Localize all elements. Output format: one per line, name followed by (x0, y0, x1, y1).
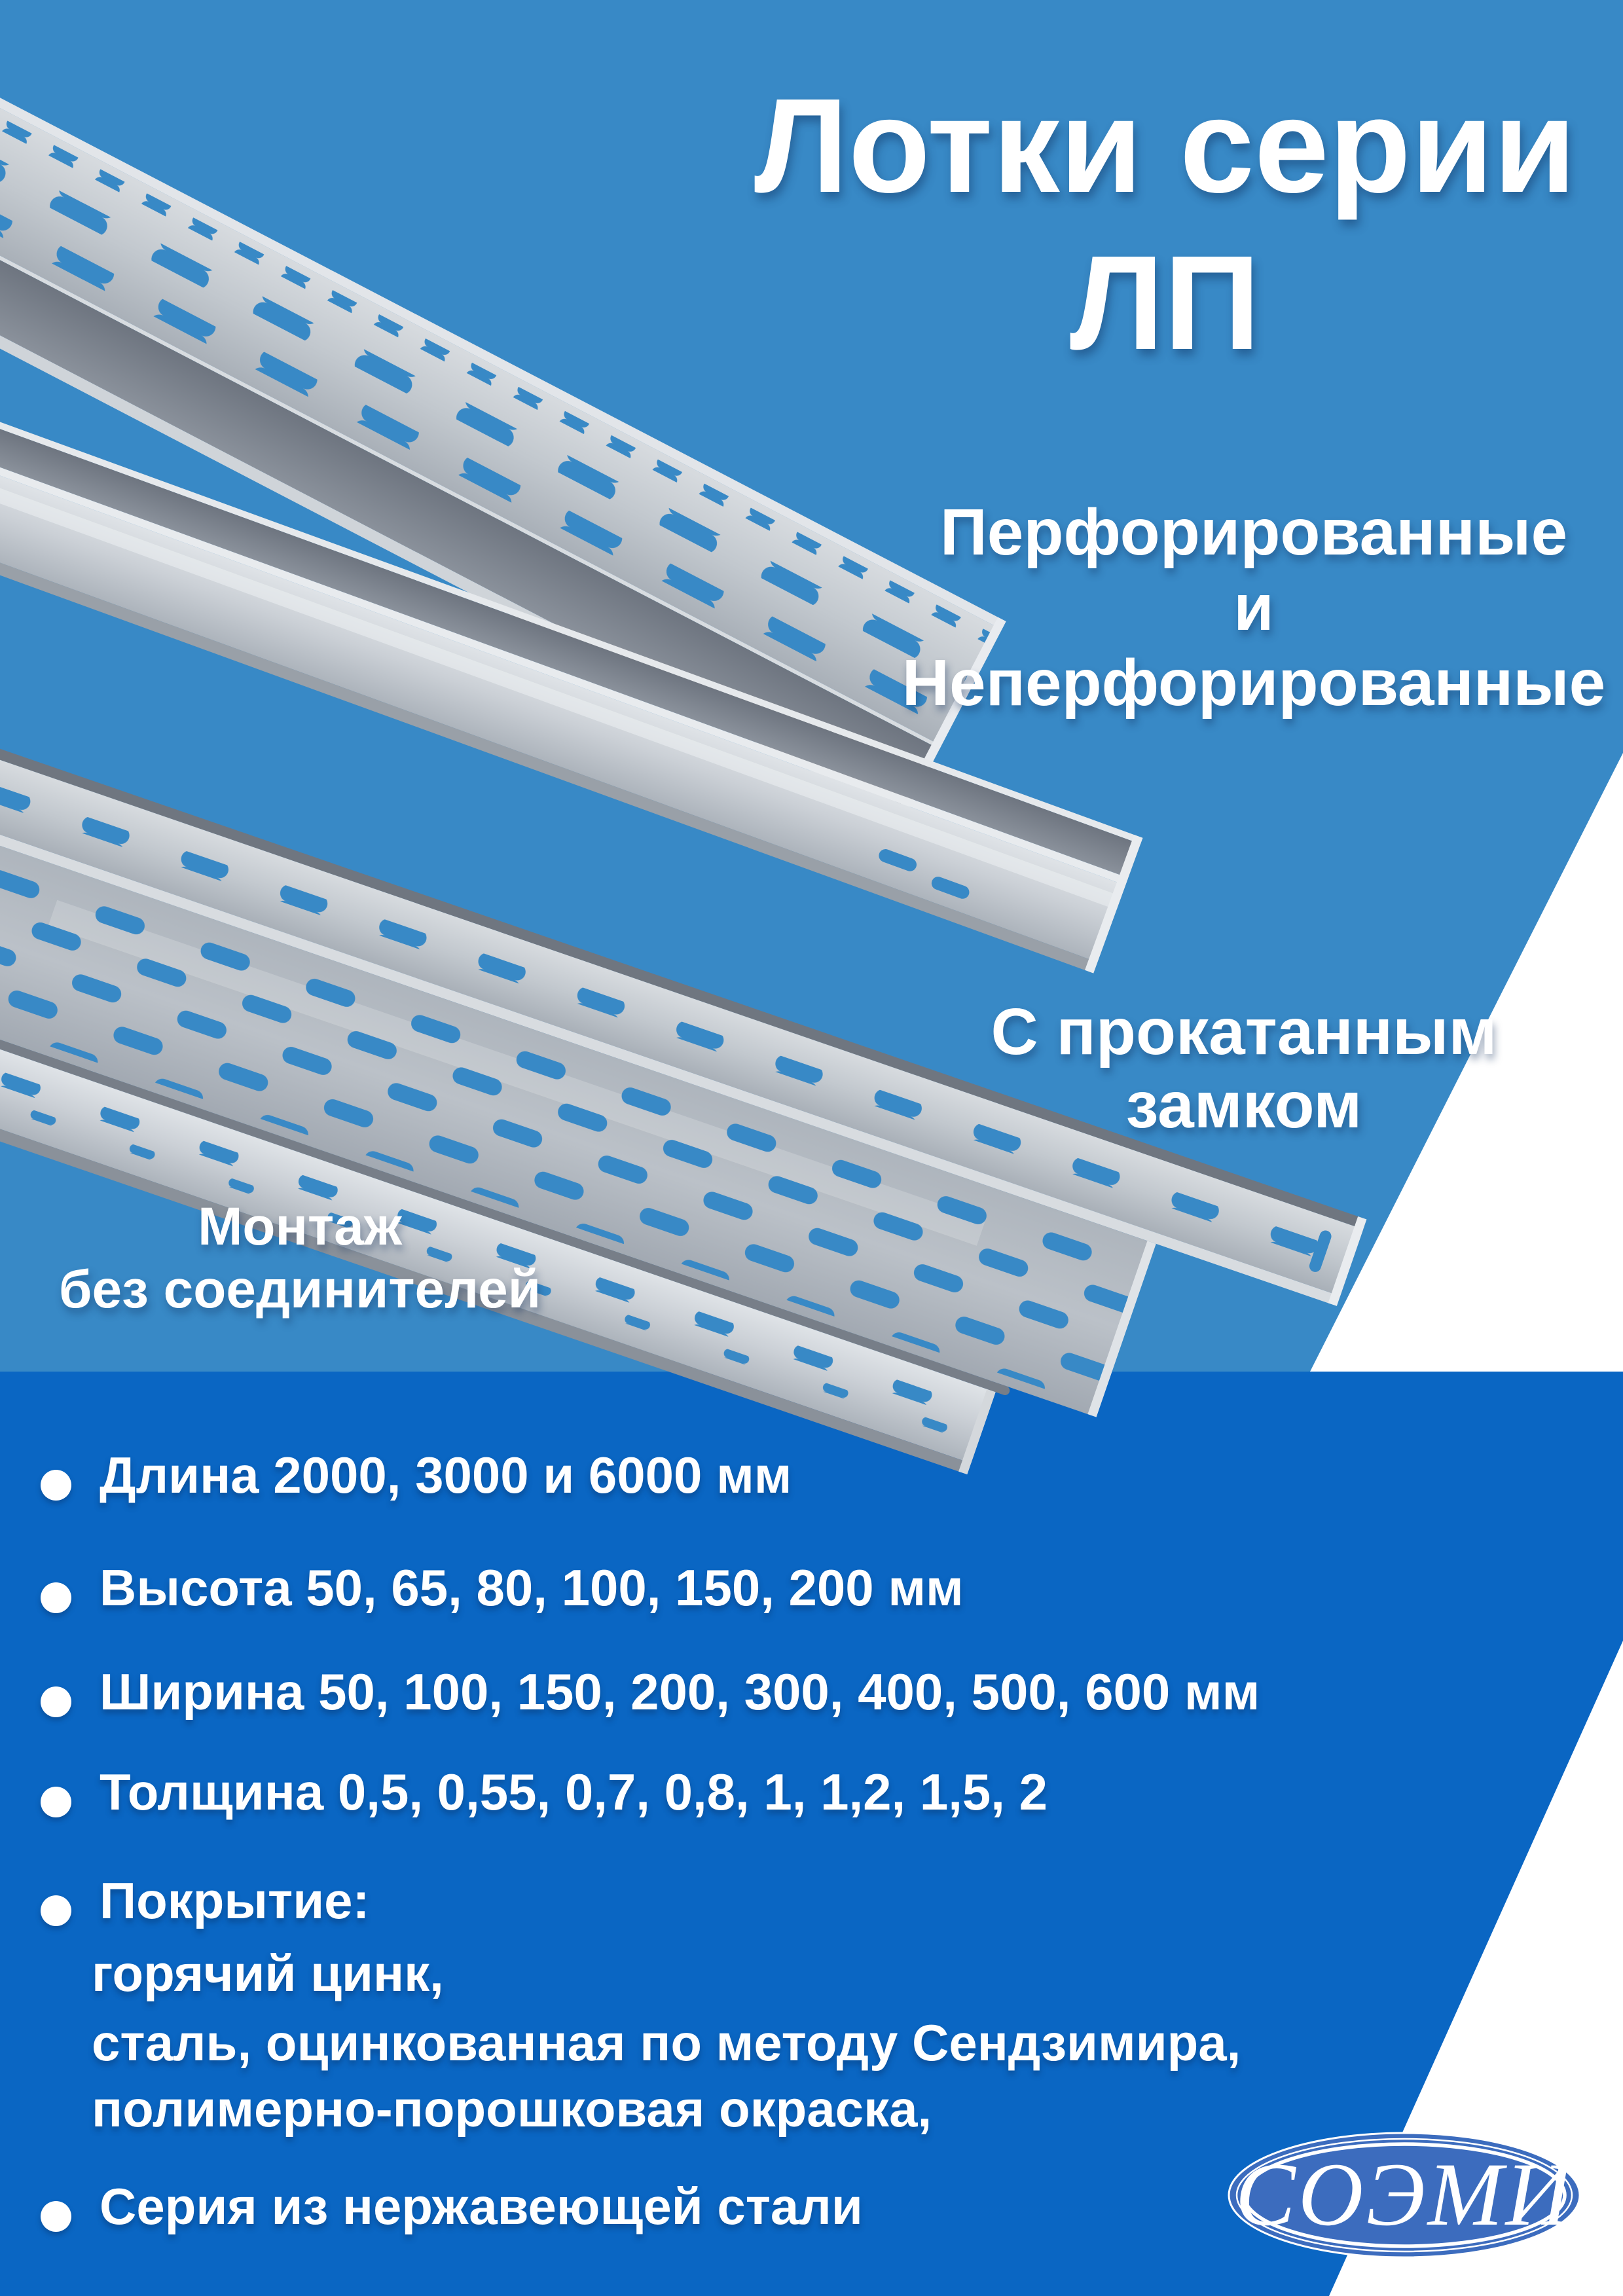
bullet-dot-icon (41, 1470, 71, 1501)
label-rolled-lock (890, 995, 1597, 1142)
page-title-line1: Лотки серии (754, 71, 1577, 221)
feature-length: Длина 2000, 3000 и 6000 мм (100, 1446, 792, 1504)
feature-coating-zinc: горячий цинк, (92, 1944, 444, 2002)
bullet-dot-icon (41, 1582, 71, 1613)
feature-coating: Покрытие: (100, 1872, 370, 1929)
label-mounting-line1: Монтаж (198, 1197, 402, 1256)
label-perforated-line1: Перфорированные (939, 496, 1568, 569)
bullet-dot-icon (41, 2201, 71, 2232)
feature-thickness: Толщина 0,5, 0,55, 0,7, 0,8, 1, 1,2, 1,5, 2 (100, 1763, 1048, 1821)
company-logo (1214, 2121, 1594, 2278)
feature-width: Ширина 50, 100, 150, 200, 300, 400, 500, 600 мм (100, 1663, 1260, 1721)
label-rolled-lock-line2: замком (1125, 1068, 1362, 1142)
bullet-dot-icon (41, 1787, 71, 1817)
feature-coating-powder: полимерно-порошковая окраска, (92, 2080, 932, 2138)
page-title (707, 67, 1623, 382)
label-perforated-line2: и (1233, 571, 1274, 644)
feature-stainless: Серия из нержавеющей стали (100, 2178, 863, 2235)
bullet-dot-icon (41, 1895, 71, 1926)
feature-height: Высота 50, 65, 80, 100, 150, 200 мм (100, 1559, 964, 1616)
label-rolled-lock-line1: С прокатанным (991, 995, 1497, 1068)
company-logo-text: СОЭМИ (1235, 2144, 1574, 2244)
label-perforated-line3: Неперфорированные (902, 646, 1606, 720)
page-title-line2: ЛП (1069, 228, 1261, 378)
bullet-dot-icon (41, 1686, 71, 1717)
feature-coating-sendzimir: сталь, оцинкованная по методу Сендзимира, (92, 2014, 1241, 2071)
label-perforated (887, 495, 1620, 721)
label-mounting-line2: без соединителей (58, 1260, 541, 1319)
label-mounting (25, 1195, 575, 1321)
